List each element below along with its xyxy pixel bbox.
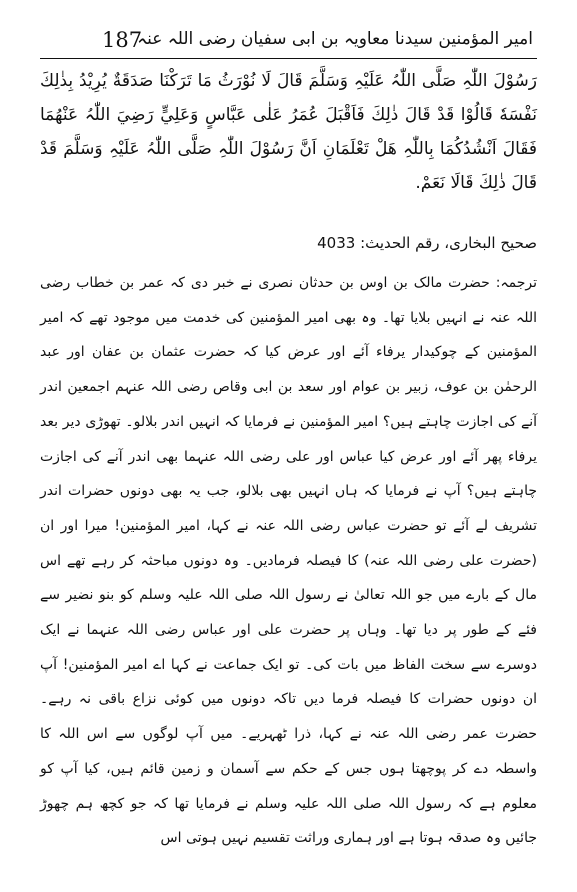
translation-text: حضرت مالک بن اوس بن حدثان نصری نے خبر دی کہ عمر بن خطاب رضی اللہ عنہ نے انہیں بلایا تھا۔ وہ بھی امیر المؤمنین کی خدمت میں موجود تھے کہ امیر المؤمنین کے چوکیدار یرفاء آئے اور عرض کیا کہ حضرت عثمان بن عفان اور عبد الرحمٰن بن عوف، زبیر بن عوام اور سعد بن ابی وقاص رضی اللہ عنہم اجمعین اندر آنے کی اجازت چاہتے ہیں؟ امیر المؤمنین نے فرمایا کہ انہیں اندر بلالو۔ تھوڑی دیر بعد یرفاء پھر آئے اور عرض کیا عباس اور علی رضی اللہ عنہما بھی اندر آنے کی اجازت چاہتے ہیں؟ آپ نے فرمایا کہ ہاں انہیں بھی بلالو، جب یہ بھی دونوں حضرات اندر تشریف لے آئے تو حضرت عباس رضی اللہ عنہ نے کہا، امیر المؤمنین! میرا اور ان (حضرت علی رضی اللہ عنہ) کا فیصلہ فرمادیں۔ وہ دونوں مباحثہ کر رہے تھے اس مال کے بارے میں جو اللہ تعالیٰ نے رسول اللہ صلی اللہ علیہ وسلم کو بنو نضیر سے فئے کے طور پر دیا تھا۔ وہاں پر حضرت علی اور عباس رضی اللہ عنہما نے ایک دوسرے سے سخت الفاظ میں بات کی۔ تو ایک جماعت نے کہا اے امیر المؤمنین! آپ ان دونوں حضرات کا فیصلہ فرما دیں تاکہ دونوں میں کوئی نزاع باقی نہ رہے۔ حضرت عمر رضی اللہ عنہ نے کہا، ذرا ٹھہریے۔ میں آپ لوگوں سے اس اللہ کا واسطہ دے کر پوچھتا ہوں جس کے حکم سے آسمان و زمین قائم ہیں، کیا آپ کو معلوم ہے کہ رسول اللہ صلی اللہ علیہ وسلم نے فرمایا تھا کہ جو کچھ ہم چھوڑ جائیں وہ صدقہ ہوتا ہے اور ہماری وراثت تقسیم نہیں ہوتی اس <box>40 275 537 847</box>
running-title: امیر المؤمنین سیدنا معاویہ بن ابی سفیان رضی اللہ عنہ <box>137 29 533 49</box>
urdu-translation <box>40 266 537 856</box>
arabic-hadith-text: رَسُوْلَ اللّٰہِ صَلَّى اللّٰہُ عَلَيْہِ وَسَلَّمَ قَالَ لَا نُوْرَثُ مَا تَرَكْنَا صَدَقَةٌ يُرِيْدُ بِذٰلِكَ نَفْسَهٗ قَالُوْا قَدْ قَالَ ذٰلِكَ فَاَقْبَلَ عُمَرُ عَلٰى عَبَّاسٍ وَعَلِيٍّ رَضِيَ اللّٰہُ عَنْهُمَا فَقَالَ اَنْشُدُكُمَا بِاللّٰہِ هَلْ تَعْلَمَانِ اَنَّ رَسُوْلَ اللّٰہِ صَلَّى اللّٰہُ عَلَيْہِ وَسَلَّمَ قَدْ قَالَ ذٰلِكَ قَالَا نَعَمْ. <box>40 71 537 193</box>
page-number: 187 <box>102 28 143 52</box>
translation-label: ترجمہ: <box>495 275 538 291</box>
hadith-citation: صحیح البخاری، رقم الحدیث: 4033 <box>317 234 537 252</box>
page-header <box>40 22 537 59</box>
